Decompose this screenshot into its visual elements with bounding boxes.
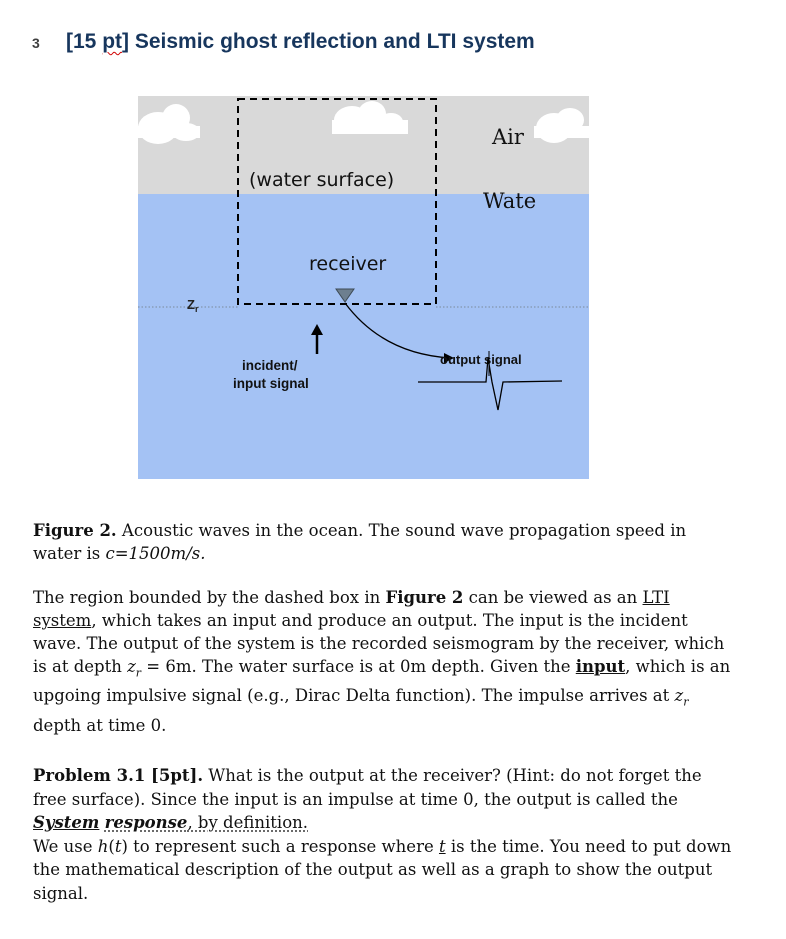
figure-caption [33, 520, 733, 565]
depth-label: $Z_r$ [187, 297, 199, 314]
surface-label: (water surface) [249, 169, 395, 191]
air-label: Air [492, 125, 524, 149]
title-points: [15 [66, 30, 103, 53]
receiver-label: receiver [309, 253, 387, 275]
h-function: h [97, 836, 109, 856]
caption-text: Acoustic waves in the ocean. The sound wave propagation speed in water is [33, 521, 687, 563]
water-region [138, 194, 589, 479]
water-label: Wate [483, 189, 537, 213]
caption-speed: c=1500m/s. [105, 543, 206, 563]
caption-lead: Figure 2. [33, 521, 117, 540]
title-rest: ] Seismic ghost reflection and LTI system [122, 30, 535, 53]
figure-reference: Figure 2 [385, 588, 464, 607]
depth-value: = 6m [141, 657, 192, 676]
title-pt-word: pt [102, 30, 123, 53]
question-header [32, 30, 535, 54]
incident-label-line2: input signal [233, 376, 309, 391]
problem-3-1: Problem 3.1 [5pt]. What is the output at the receiver? (Hint: do not forget the free surface). Since the input is an impulse at time 0, the output is called the System response, by definition. We use h(t) to represent such a response where t is the time. You need to put down the mathematical description of the output as well as a graph to show the output signal. [33, 766, 732, 903]
incident-label-line1: incident/ [242, 358, 298, 373]
input-term: input [575, 657, 626, 676]
depth-variable: z [127, 657, 136, 676]
question-title [66, 30, 535, 54]
question-number: 3 [32, 35, 40, 51]
system-term: System [33, 813, 100, 832]
figure-2 [138, 96, 589, 479]
lti-system-term: LTI system [33, 588, 670, 630]
lti-paragraph: The region bounded by the dashed box in Figure 2 can be viewed as an LTI system, which takes an input and produce an output. The input is the incident wave. The output of the system is the recorded seismogram by the receiver, which is at depth $z_r = 6m$. The water surface is at 0m depth. Given the input, which is an upgoing impulsive signal (e.g., Dirac Delta function). The impulse arrives at $z_r$ depth at time 0. [33, 588, 731, 735]
response-term: response [104, 813, 188, 832]
output-label: output signal [440, 352, 522, 367]
problem-label: Problem 3.1 [5pt]. [33, 766, 204, 785]
